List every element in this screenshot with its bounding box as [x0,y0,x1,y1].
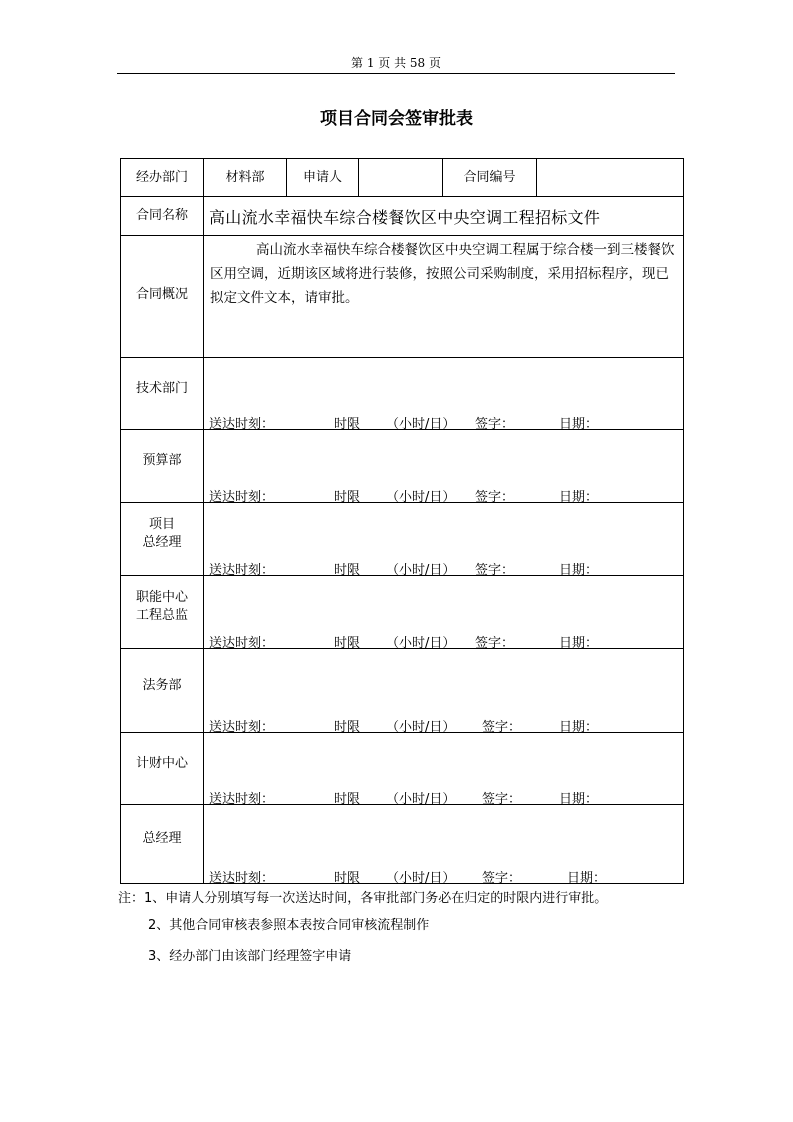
time-limit-label: 时限＿＿（小时/日） [334,417,456,432]
send-time-label: 送达时刻： [209,720,275,735]
contract-name-label: 合同名称 [120,197,203,236]
time-limit-label: 时限＿＿（小时/日） [334,792,456,807]
dept-value: 材料部 [203,158,286,197]
dept-label: 经办部门 [120,158,203,197]
page-number: 第 1 页 共 58 页 [351,56,441,70]
approval-label-project-gm: 项目 总经理 [120,503,203,576]
time-limit-label: 时限＿＿（小时/日） [334,490,456,505]
send-time-label: 送达时刻： [209,490,275,505]
date-label: 日期： [559,417,599,432]
send-time-label: 送达时刻： [209,792,275,807]
contract-number-label: 合同编号 [442,158,536,197]
approval-label-functional-center: 职能中心 工程总监 [120,576,203,649]
note-1: 注：1、申请人分别填写每一次送达时间，各审批部门务必在归定的时限内进行审批。 [118,891,608,906]
date-label: 日期： [567,871,607,886]
approval-label-tech-dept: 技术部门 [120,358,203,430]
date-label: 日期： [559,636,599,651]
signature-label: 签字： [475,417,515,432]
signature-label: 签字： [482,792,522,807]
date-label: 日期： [559,720,599,735]
time-limit-label: 时限＿＿（小时/日） [334,636,456,651]
contract-number-field[interactable] [536,158,684,197]
signature-label: 签字： [475,563,515,578]
page-header [117,55,675,74]
approval-label-budget-dept: 预算部 [120,430,203,503]
overview-text: 高山流水幸福快车综合楼餐饮区中央空调工程属于综合楼一到三楼餐饮区用空调，近期该区域将进行装修，按照公司采购制度，采用招标程序，现已拟定文件文本，请审批。 [203,236,684,358]
signature-label: 签字： [482,720,522,735]
send-time-label: 送达时刻： [209,417,275,432]
note-3: 3、经办部门由该部门经理签字申请 [148,949,352,964]
signature-label: 签字： [482,871,522,886]
send-time-label: 送达时刻： [209,563,275,578]
approval-label-general-manager: 总经理 [120,805,203,884]
signature-label: 签字： [475,490,515,505]
note-2: 2、其他合同审核表参照本表按合同审核流程制作 [148,918,430,933]
time-limit-label: 时限＿＿（小时/日） [334,871,456,886]
overview-label: 合同概况 [120,236,203,358]
applicant-value-field[interactable] [358,158,442,197]
time-limit-label: 时限＿＿（小时/日） [334,720,456,735]
applicant-label: 申请人 [286,158,358,197]
time-limit-label: 时限＿＿（小时/日） [334,563,456,578]
date-label: 日期： [559,792,599,807]
date-label: 日期： [559,563,599,578]
date-label: 日期： [559,490,599,505]
send-time-label: 送达时刻： [209,871,275,886]
page-title: 项目合同会签审批表 [320,109,473,129]
contract-name-value: 高山流水幸福快车综合楼餐饮区中央空调工程招标文件 [203,197,684,236]
signature-label: 签字： [475,636,515,651]
approval-label-finance-center: 计财中心 [120,733,203,805]
send-time-label: 送达时刻： [209,636,275,651]
approval-label-legal-dept: 法务部 [120,649,203,733]
